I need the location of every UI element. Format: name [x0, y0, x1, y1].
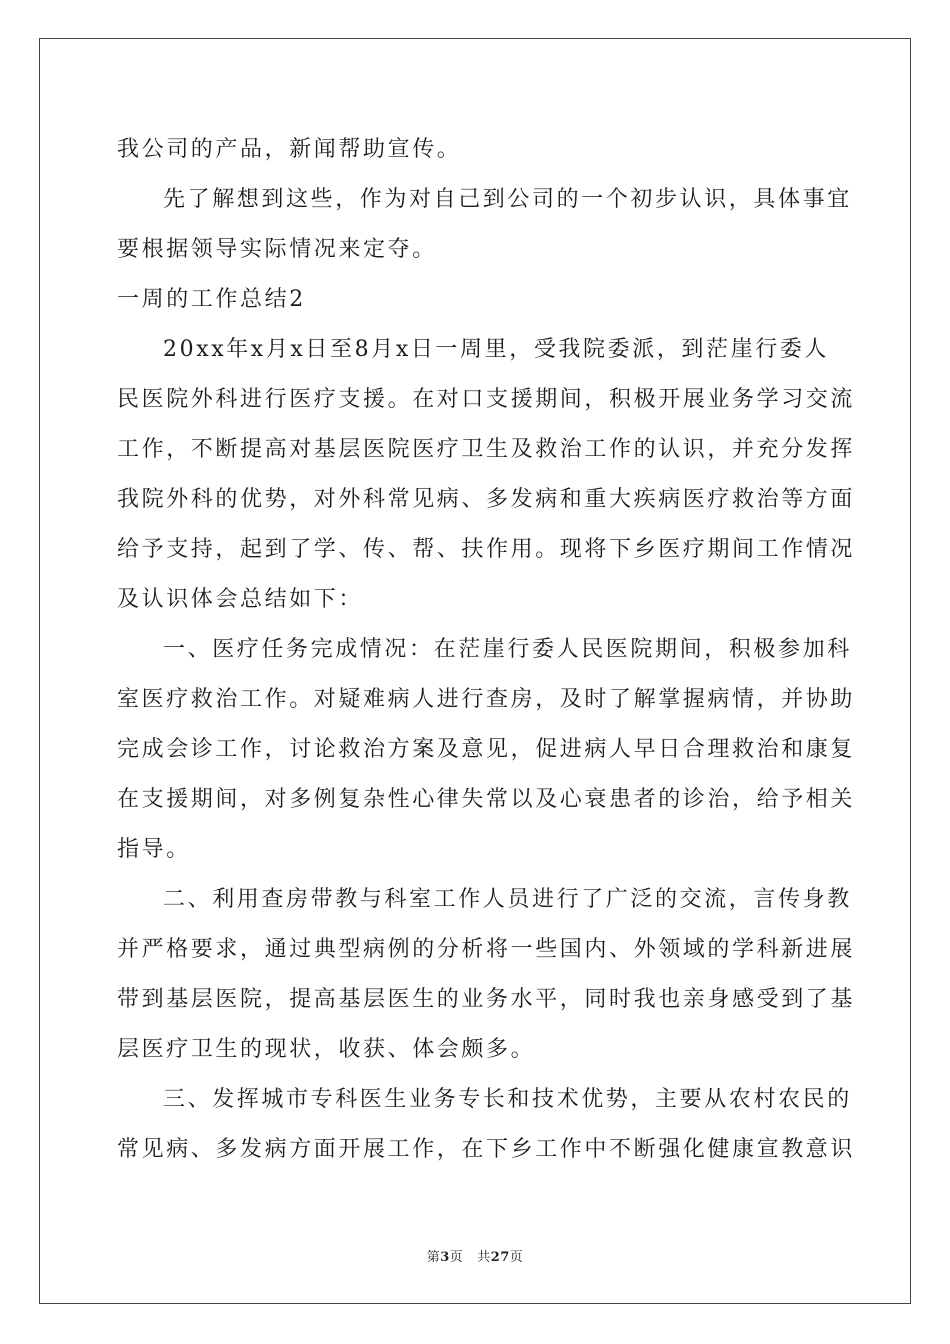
text-line: 在支援期间，对多例复杂性心律失常以及心衰患者的诊治，给予相关: [117, 787, 856, 812]
text-line: 给予支持，起到了学、传、帮、扶作用。现将下乡医疗期间工作情况: [117, 537, 856, 562]
text-line: 常见病、多发病方面开展工作，在下乡工作中不断强化健康宣教意识: [117, 1137, 856, 1162]
text-line: 室医疗救治工作。对疑难病人进行查房，及时了解掌握病情，并协助: [117, 687, 856, 712]
paragraph-line: 二、利用查房带教与科室工作人员进行了广泛的交流，言传身教: [163, 887, 852, 912]
section-heading: 一周的工作总结2: [117, 287, 306, 312]
text-line: 及认识体会总结如下：: [117, 587, 364, 612]
total-suffix: 页: [509, 1250, 524, 1265]
paragraph-line: 三、发挥城市专科医生业务专长和技术优势，主要从农村农民的: [163, 1087, 852, 1112]
text-line: 我公司的产品，新闻帮助宣传。: [117, 137, 462, 162]
text-line: 层医疗卫生的现状，收获、体会颇多。: [117, 1037, 536, 1062]
page-suffix: 页: [449, 1250, 464, 1265]
paragraph-line: 一、医疗任务完成情况：在茫崖行委人民医院期间，积极参加科: [163, 637, 852, 662]
total-pages: 27: [490, 1250, 510, 1265]
text-line: 我院外科的优势，对外科常见病、多发病和重大疾病医疗救治等方面: [117, 487, 856, 512]
text-line: 指导。: [117, 837, 191, 862]
text-line: 完成会诊工作，讨论救治方案及意见，促进病人早日合理救治和康复: [117, 737, 856, 762]
page-footer: [0, 1246, 950, 1265]
text-line: 带到基层医院，提高基层医生的业务水平，同时我也亲身感受到了基: [117, 987, 856, 1012]
page-prefix: 第: [426, 1250, 441, 1265]
total-prefix: 共: [477, 1250, 491, 1265]
paragraph-line: 先了解想到这些，作为对自己到公司的一个初步认识，具体事宜: [163, 187, 852, 212]
paragraph-line: 20xx年x月x日至8月x日一周里，受我院委派，到茫崖行委人: [163, 337, 830, 362]
text-line: 工作，不断提高对基层医院医疗卫生及救治工作的认识，并充分发挥: [117, 437, 856, 462]
text-line: 并严格要求，通过典型病例的分析将一些国内、外领域的学科新进展: [117, 937, 856, 962]
text-line: 要根据领导实际情况来定夺。: [117, 237, 437, 262]
document-body: [117, 125, 856, 1175]
text-line: 民医院外科进行医疗支援。在对口支援期间，积极开展业务学习交流: [117, 387, 856, 412]
page-number: 3: [440, 1250, 450, 1265]
